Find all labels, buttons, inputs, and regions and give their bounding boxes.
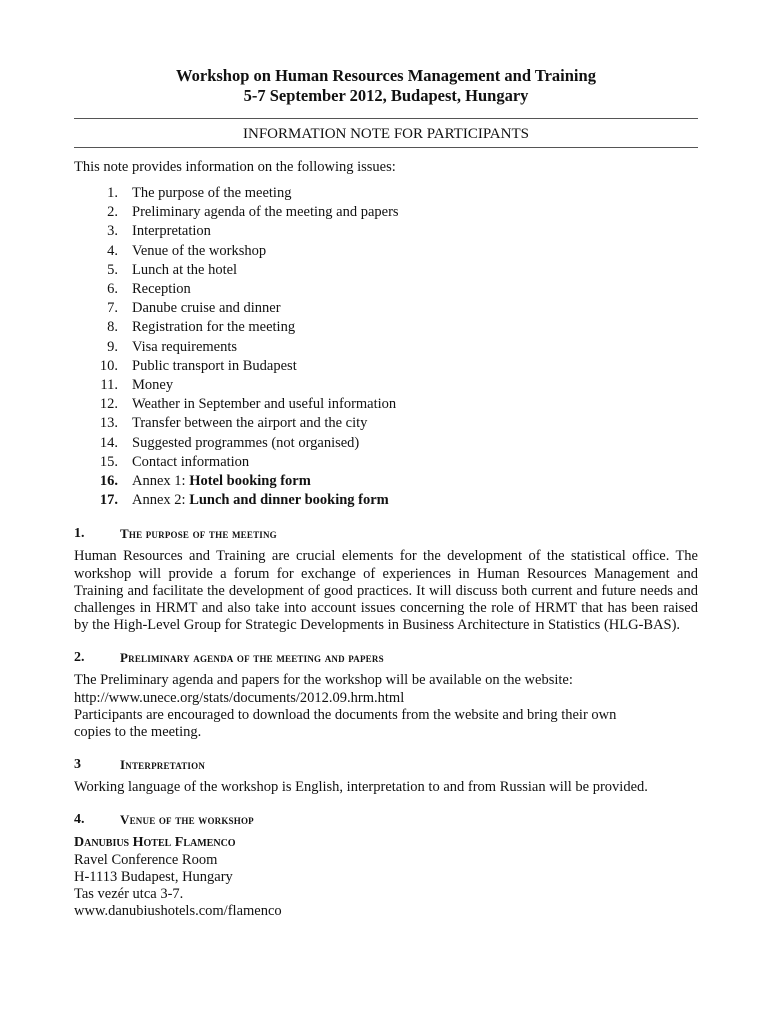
document-title-line-2: 5-7 September 2012, Budapest, Hungary	[243, 86, 529, 105]
agenda-line: Participants are encouraged to download the documents from the website and bring their own	[74, 706, 617, 723]
section-heading-purpose: 1. The purpose of the meeting	[74, 526, 277, 542]
list-item: 6. Reception	[107, 281, 191, 298]
section-heading-agenda: 2. Preliminary agenda of the meeting and papers	[74, 650, 384, 666]
list-item: 9. Visa requirements	[107, 338, 238, 355]
issues-list	[74, 184, 698, 510]
top-divider	[74, 118, 698, 119]
intro-text: This note provides information on the following issues:	[74, 159, 396, 175]
bottom-divider	[74, 147, 698, 148]
section-heading-interpretation: 3 Interpretation	[74, 757, 206, 773]
list-item: 2. Preliminary agenda of the meeting and papers	[107, 204, 399, 221]
list-item: 3. Interpretation	[107, 223, 211, 240]
list-item: 12. Weather in September and useful information	[99, 396, 397, 413]
agenda-line: copies to the meeting.	[74, 724, 202, 741]
section-heading-venue: 4. Venue of the workshop	[74, 812, 254, 828]
document-subtitle: INFORMATION NOTE FOR PARTICIPANTS	[243, 126, 529, 142]
list-item-annex-1: 16. Annex 1: Hotel booking form	[99, 473, 311, 490]
interpretation-text: Working language of the workshop is English, interpretation to and from Russian will be provided.	[74, 779, 648, 796]
list-item: 4. Venue of the workshop	[107, 242, 267, 259]
list-item: 14. Suggested programmes (not organised)	[99, 434, 360, 451]
list-item: 10. Public transport in Budapest	[99, 357, 297, 374]
document-page	[74, 66, 698, 921]
list-item-annex-2: 17. Annex 2: Lunch and dinner booking form	[99, 492, 389, 509]
venue-website: www.danubiushotels.com/flamenco	[74, 903, 282, 920]
document-title-line-1: Workshop on Human Resources Management and Training	[176, 66, 596, 85]
purpose-paragraph: Human Resources and Training are crucial elements for the development of the statistical office. The workshop will provide a forum for exchange of experiences in Human Resources Management and Training and facilitate the development of good practices. It will discuss both current and future needs and challenges in HRMT and also take into account issues concerning the role of HRMT that has been raised by the High-Level Group for Strategic Developments in Business Architecture in Statistics (HLG-BAS).	[74, 548, 698, 634]
list-item: 7. Danube cruise and dinner	[107, 300, 281, 317]
list-item: 5. Lunch at the hotel	[107, 261, 238, 278]
list-item: 11. Money	[100, 377, 174, 394]
list-item: 15. Contact information	[99, 453, 250, 470]
agenda-line: The Preliminary agenda and papers for the workshop will be available on the website:	[74, 672, 573, 689]
list-item: 13. Transfer between the airport and the city	[99, 415, 368, 432]
agenda-url: http://www.unece.org/stats/documents/2012.09.hrm.html	[74, 689, 405, 706]
venue-room: Ravel Conference Room	[74, 851, 218, 868]
venue-city: H-1113 Budapest, Hungary	[74, 868, 233, 885]
list-item: 1. The purpose of the meeting	[107, 185, 292, 201]
venue-street: Tas vezér utca 3-7.	[74, 886, 184, 903]
venue-hotel-name: Danubius Hotel Flamenco	[74, 835, 236, 851]
list-item: 8. Registration for the meeting	[107, 319, 296, 336]
